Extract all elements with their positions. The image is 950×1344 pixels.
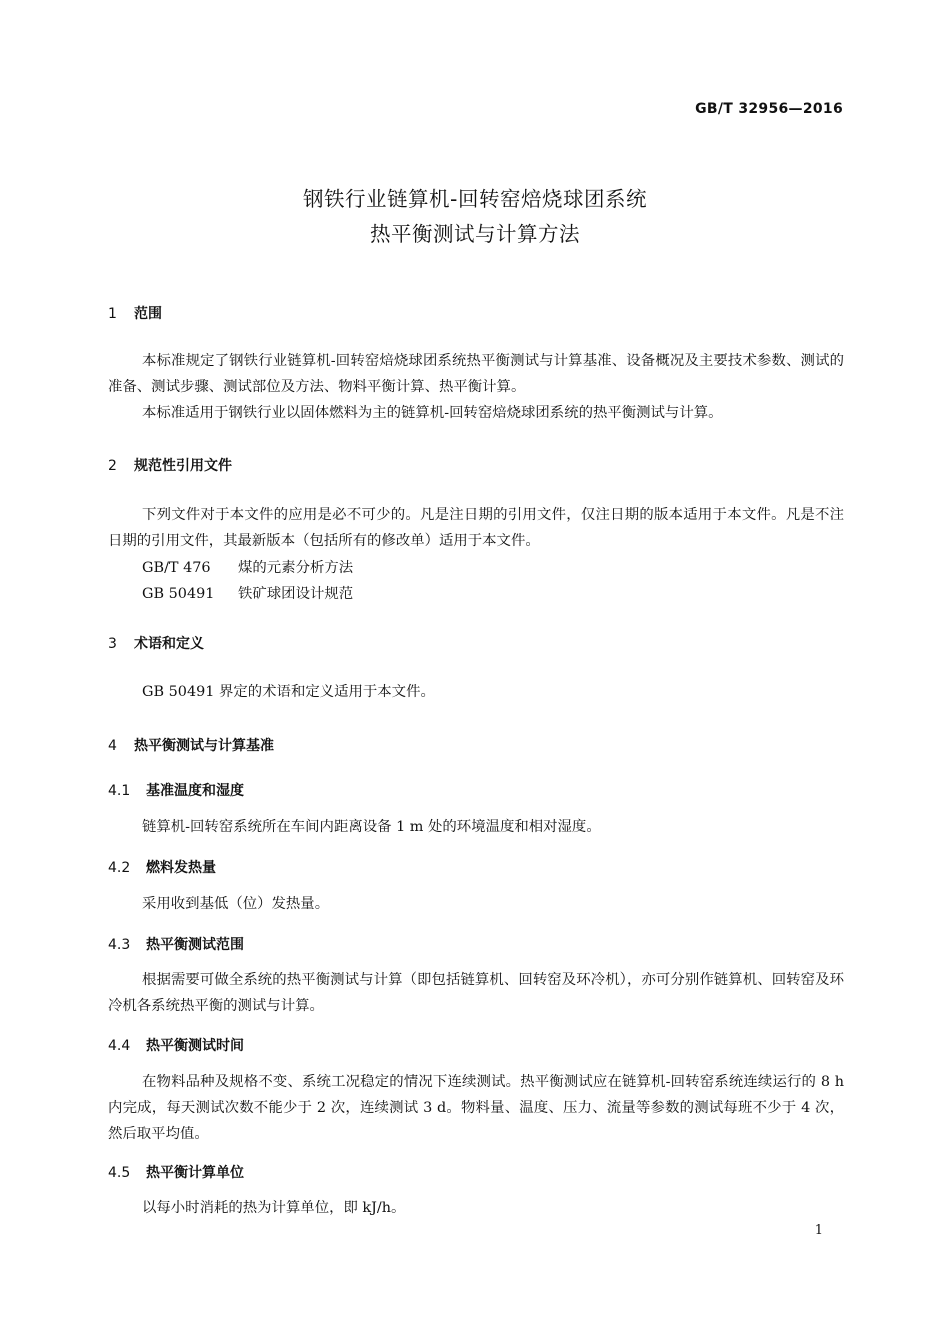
reference-item <box>142 582 353 603</box>
title-line-2: 热平衡测试与计算方法 <box>370 222 580 246</box>
section-2-paragraph-1: 下列文件对于本文件的应用是必不可少的。凡是注日期的引用文件，仅注日期的版本适用于本文件。凡是不注日期的引用文件，其最新版本（包括所有的修改单）适用于本文件。 <box>108 507 844 549</box>
section-1-paragraph-1: 本标准规定了钢铁行业链算机-回转窑焙烧球团系统热平衡测试与计算基准、设备概况及主要技术参数、测试的准备、测试步骤、测试部位及方法、物料平衡计算、热平衡计算。 <box>108 353 844 395</box>
subsection-number: 4.5 <box>108 1165 131 1181</box>
standard-code: GB/T 32956—2016 <box>695 101 843 117</box>
subsection-4-3-text: 根据需要可做全系统的热平衡测试与计算（即包括链算机、回转窑及环冷机），亦可分别作链算机、回转窑及环冷机各系统热平衡的测试与计算。 <box>108 972 844 1014</box>
subsection-title: 燃料发热量 <box>146 860 216 876</box>
subsection-number: 4.1 <box>108 783 131 799</box>
section-number: 1 <box>108 306 117 322</box>
subsection-4-5-heading <box>108 1162 244 1182</box>
subsection-title: 热平衡计算单位 <box>146 1165 244 1181</box>
subsection-title: 热平衡测试范围 <box>146 937 244 953</box>
reference-title: 铁矿球团设计规范 <box>238 586 354 602</box>
subsection-title: 基准温度和湿度 <box>146 783 244 799</box>
subsection-4-4-text: 在物料品种及规格不变、系统工况稳定的情况下连续测试。热平衡测试应在链算机-回转窑系统连续运行的 8 h 内完成，每天测试次数不能少于 2 次，连续测试 3 d。物料量、温度、压力、流量等参数的测试每班不少于 4 次，然后取平均值。 <box>108 1074 844 1142</box>
section-3-heading <box>108 633 204 653</box>
reference-item <box>142 556 353 577</box>
subsection-number: 4.4 <box>108 1038 131 1054</box>
section-title: 范围 <box>134 306 162 322</box>
subsection-4-1-heading <box>108 780 244 800</box>
section-title: 规范性引用文件 <box>134 458 232 474</box>
document-title <box>0 182 950 252</box>
section-title: 术语和定义 <box>134 636 204 652</box>
reference-code: GB 50491 <box>142 586 215 602</box>
section-3-paragraph-1: GB 50491 界定的术语和定义适用于本文件。 <box>142 684 435 700</box>
section-number: 2 <box>108 458 117 474</box>
subsection-4-2-heading <box>108 857 216 877</box>
section-2-heading <box>108 455 232 475</box>
subsection-4-4-heading <box>108 1035 244 1055</box>
section-1-heading <box>108 303 162 323</box>
section-number: 4 <box>108 738 117 754</box>
subsection-title: 热平衡测试时间 <box>146 1038 244 1054</box>
subsection-4-5-text: 以每小时消耗的热为计算单位，即 kJ/h。 <box>142 1200 406 1216</box>
subsection-4-1-text: 链算机-回转窑系统所在车间内距离设备 1 m 处的环境温度和相对湿度。 <box>142 819 601 835</box>
section-number: 3 <box>108 636 117 652</box>
title-line-1: 钢铁行业链算机-回转窑焙烧球团系统 <box>303 187 647 211</box>
reference-title: 煤的元素分析方法 <box>238 560 354 576</box>
page-number: 1 <box>814 1223 823 1238</box>
section-1-paragraph-2: 本标准适用于钢铁行业以固体燃料为主的链算机-回转窑焙烧球团系统的热平衡测试与计算。 <box>142 405 723 421</box>
subsection-4-2-text: 采用收到基低（位）发热量。 <box>142 896 330 912</box>
subsection-4-3-heading <box>108 934 244 954</box>
reference-code: GB/T 476 <box>142 560 211 576</box>
section-4-heading <box>108 735 274 755</box>
subsection-number: 4.3 <box>108 937 131 953</box>
section-title: 热平衡测试与计算基准 <box>134 738 274 754</box>
subsection-number: 4.2 <box>108 860 131 876</box>
